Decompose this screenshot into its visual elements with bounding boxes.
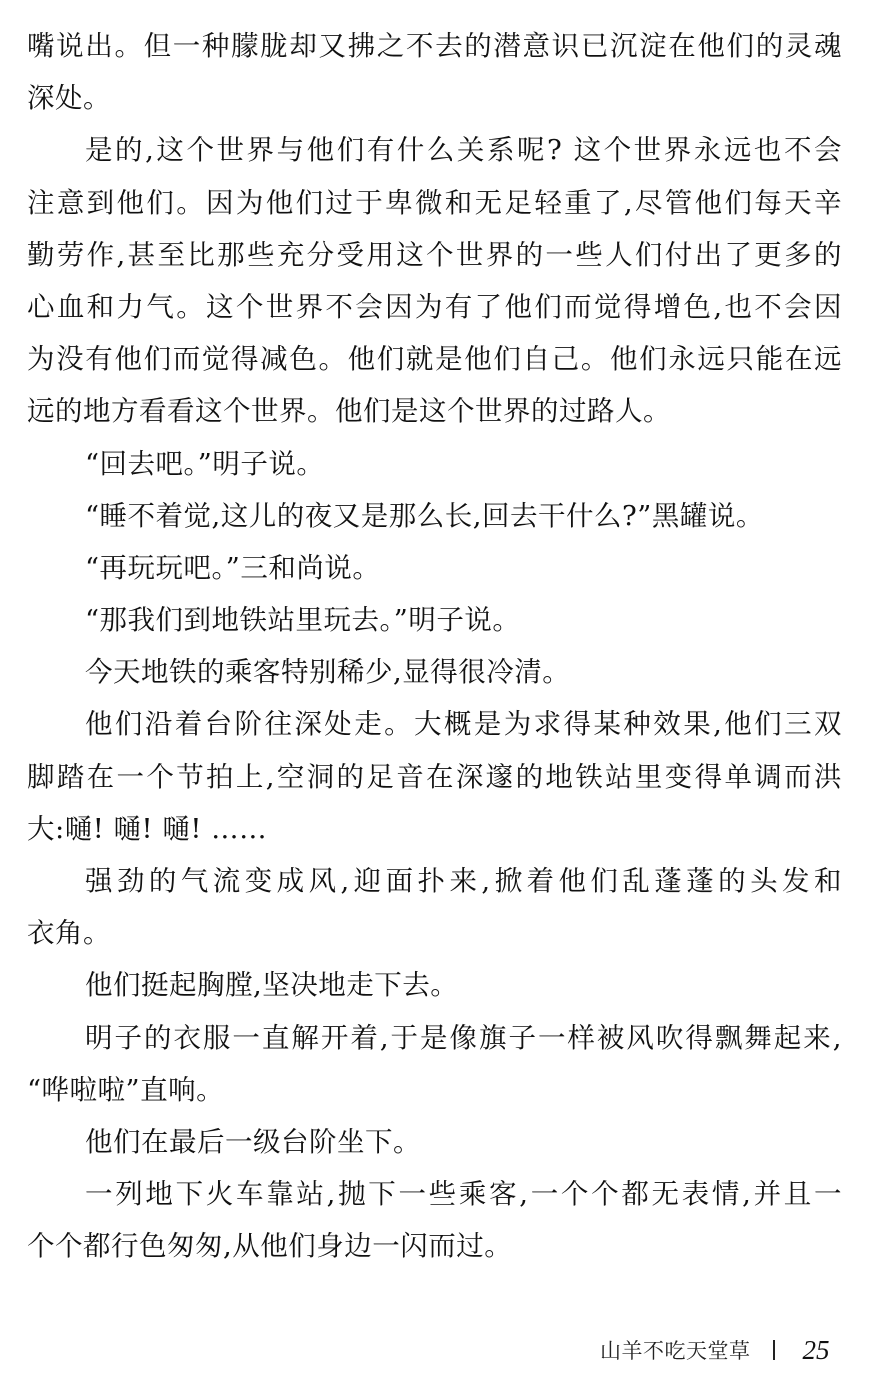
text-line: 他们沿着台阶往深处走。大概是为求得某种效果,他们三双 xyxy=(85,708,842,741)
text-line: 明子的衣服一直解开着,于是像旗子一样被风吹得飘舞起来, xyxy=(85,1021,842,1054)
text-line: 远的地方看看这个世界。他们是这个世界的过路人。 xyxy=(27,395,671,428)
text-line: “睡不着觉,这儿的夜又是那么长,回去干什么?”黑罐说。 xyxy=(85,499,764,532)
text-line: 心血和力气。这个世界不会因为有了他们而觉得增色,也不会因 xyxy=(27,290,842,323)
text-line: “哗啦啦”直响。 xyxy=(27,1073,225,1106)
text-line: 他们挺起胸膛,坚决地走下去。 xyxy=(85,969,459,1002)
text-line: 大:嗵! 嗵! 嗵! …… xyxy=(27,812,268,845)
text-line: 是的,这个世界与他们有什么关系呢? 这个世界永远也不会 xyxy=(85,134,842,167)
running-title: 山羊不吃天堂草 xyxy=(600,1339,751,1363)
page-footer xyxy=(600,1334,830,1366)
text-line: 嘴说出。但一种朦胧却又拂之不去的潜意识已沉淀在他们的灵魂 xyxy=(27,30,842,62)
page-body-text xyxy=(27,20,842,1273)
text-line: “回去吧。”明子说。 xyxy=(85,447,325,480)
text-line: 脚踏在一个节拍上,空洞的足音在深邃的地铁站里变得单调而洪 xyxy=(27,760,842,793)
text-line: “那我们到地铁站里玩去。”明子说。 xyxy=(85,604,521,637)
text-line: 勤劳作,甚至比那些充分受用这个世界的一些人们付出了更多的 xyxy=(27,238,842,271)
text-line: 他们在最后一级台阶坐下。 xyxy=(85,1125,421,1158)
footer-divider xyxy=(773,1340,775,1360)
text-line: 今天地铁的乘客特别稀少,显得很冷清。 xyxy=(85,656,571,689)
text-line: 个个都行色匆匆,从他们身边一闪而过。 xyxy=(27,1230,513,1263)
text-line: 一列地下火车靠站,抛下一些乘客,一个个都无表情,并且一 xyxy=(85,1178,842,1211)
text-line: 为没有他们而觉得减色。他们就是他们自己。他们永远只能在远 xyxy=(27,343,842,376)
text-line: 强劲的气流变成风,迎面扑来,掀着他们乱蓬蓬的头发和 xyxy=(85,865,842,897)
page-number: 25 xyxy=(802,1334,830,1365)
text-line: “再玩玩吧。”三和尚说。 xyxy=(85,551,381,584)
text-line: 衣角。 xyxy=(27,917,111,950)
text-line: 深处。 xyxy=(27,82,111,115)
text-line: 注意到他们。因为他们过于卑微和无足轻重了,尽管他们每天辛 xyxy=(27,186,842,219)
